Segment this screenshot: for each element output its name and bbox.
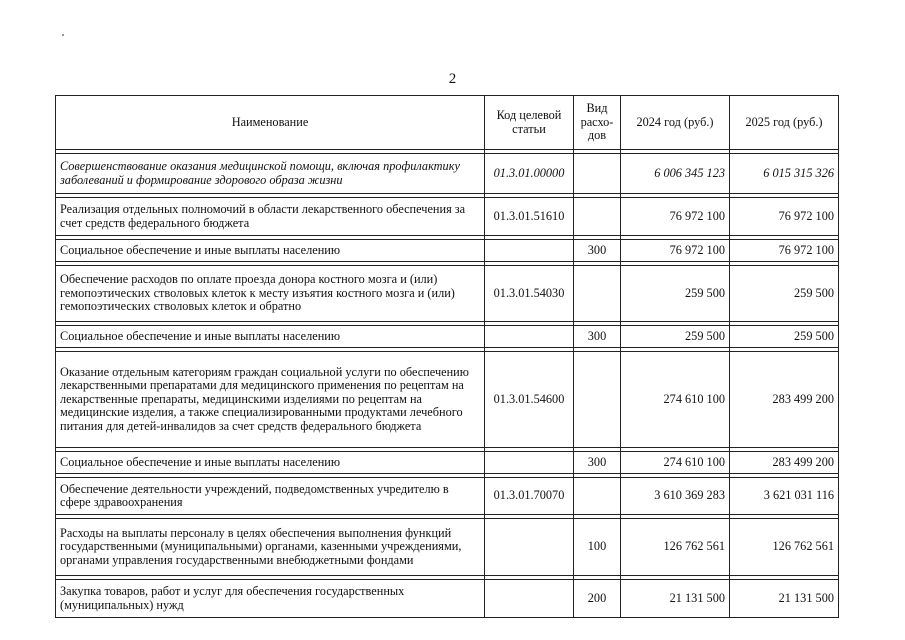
row-amount-2024: 76 972 100 <box>621 198 730 236</box>
header-type: Вид расхо-дов <box>574 96 621 150</box>
row-name: Обеспечение деятельности учреждений, подведомственных учредителю в сфере здравоохранения <box>56 478 485 515</box>
row-expense-type <box>574 154 621 194</box>
page-number: 2 <box>448 71 457 87</box>
row-amount-2025: 259 500 <box>730 326 839 348</box>
header-code: Код целевой статьи <box>485 96 574 150</box>
table-row <box>56 352 839 448</box>
row-name: Закупка товаров, работ и услуг для обеспечения государственных (муниципальных) нужд <box>56 580 485 618</box>
row-amount-2024: 259 500 <box>621 326 730 348</box>
row-expense-type <box>574 198 621 236</box>
row-name: Совершенствование оказания медицинской помощи, включая профилактику заболеваний и формирование здорового образа жизни <box>56 154 485 194</box>
row-expense-type <box>574 352 621 448</box>
row-amount-2024: 21 131 500 <box>621 580 730 618</box>
row-code: 01.3.01.70070 <box>485 478 574 515</box>
row-code <box>485 240 574 262</box>
row-amount-2024: 76 972 100 <box>621 240 730 262</box>
row-code: 01.3.01.54030 <box>485 266 574 322</box>
row-amount-2025: 76 972 100 <box>730 240 839 262</box>
row-name: Обеспечение расходов по оплате проезда донора костного мозга и (или) гемопоэтических стволовых клеток к месту изъятия костного мозга и (или) гемопоэтических стволовых клеток и обратно <box>56 266 485 322</box>
row-amount-2025: 21 131 500 <box>730 580 839 618</box>
row-code <box>485 326 574 348</box>
row-amount-2024: 259 500 <box>621 266 730 322</box>
row-expense-type <box>574 478 621 515</box>
row-expense-type: 100 <box>574 519 621 576</box>
row-amount-2025: 259 500 <box>730 266 839 322</box>
row-code: 01.3.01.51610 <box>485 198 574 236</box>
row-code <box>485 452 574 474</box>
row-name: Социальное обеспечение и иные выплаты населению <box>56 326 485 348</box>
row-expense-type: 300 <box>574 240 621 262</box>
budget-table <box>55 95 839 618</box>
table-row <box>56 326 839 348</box>
table-row <box>56 240 839 262</box>
table-row <box>56 478 839 515</box>
row-amount-2024: 3 610 369 283 <box>621 478 730 515</box>
table-row <box>56 198 839 236</box>
row-code: 01.3.01.54600 <box>485 352 574 448</box>
row-amount-2025: 3 621 031 116 <box>730 478 839 515</box>
row-amount-2025: 6 015 315 326 <box>730 154 839 194</box>
table-row <box>56 452 839 474</box>
row-amount-2024: 126 762 561 <box>621 519 730 576</box>
row-amount-2025: 283 499 200 <box>730 352 839 448</box>
row-name: Социальное обеспечение и иные выплаты населению <box>56 452 485 474</box>
row-expense-type: 200 <box>574 580 621 618</box>
row-code: 01.3.01.00000 <box>485 154 574 194</box>
table-row <box>56 519 839 576</box>
row-code <box>485 580 574 618</box>
row-amount-2025: 126 762 561 <box>730 519 839 576</box>
header-name: Наименование <box>56 96 485 150</box>
table-row <box>56 266 839 322</box>
row-amount-2025: 76 972 100 <box>730 198 839 236</box>
table-body <box>56 150 839 618</box>
row-amount-2024: 274 610 100 <box>621 452 730 474</box>
table-header-row <box>56 96 839 150</box>
row-expense-type <box>574 266 621 322</box>
header-2025: 2025 год (руб.) <box>730 96 839 150</box>
row-name: Социальное обеспечение и иные выплаты населению <box>56 240 485 262</box>
row-amount-2024: 6 006 345 123 <box>621 154 730 194</box>
table-row <box>56 154 839 194</box>
row-amount-2024: 274 610 100 <box>621 352 730 448</box>
row-code <box>485 519 574 576</box>
scan-speck <box>62 34 64 36</box>
row-expense-type: 300 <box>574 452 621 474</box>
row-name: Реализация отдельных полномочий в области лекарственного обеспечения за счет средств федерального бюджета <box>56 198 485 236</box>
row-expense-type: 300 <box>574 326 621 348</box>
row-name: Расходы на выплаты персоналу в целях обеспечения выполнения функций государственными (муниципальными) органами, казенными учреждениями, органами управления государственными внебюджетными фондами <box>56 519 485 576</box>
row-amount-2025: 283 499 200 <box>730 452 839 474</box>
table-row <box>56 580 839 618</box>
row-name: Оказание отдельным категориям граждан социальной услуги по обеспечению лекарственными препаратами для медицинского применения по рецептам на лекарственные препараты, медицинскими изделиями по рецептам на медицинские изделия, а также специализированными продуктами лечебного питания для детей-инвалидов за счет средств федерального бюджета <box>56 352 485 448</box>
header-2024: 2024 год (руб.) <box>621 96 730 150</box>
